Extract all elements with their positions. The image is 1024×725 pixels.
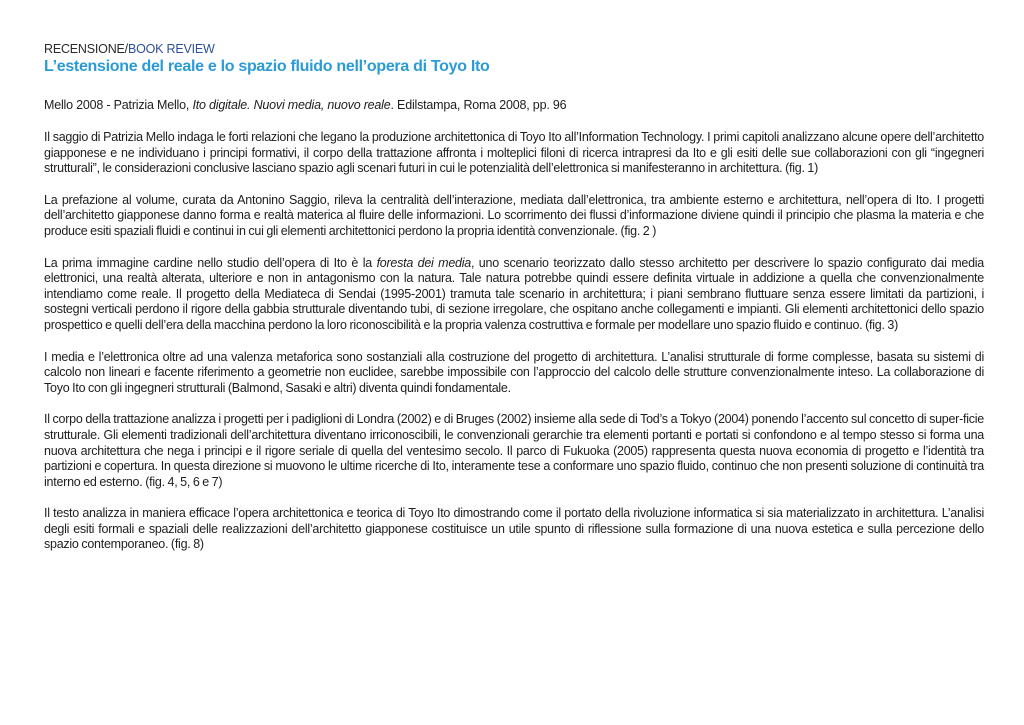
paragraph-4: I media e l’elettronica oltre ad una valenza metaforica sono sostanziali alla costruzione del progetto di architettura. L’analisi strutturale di forme complesse, basata su sistemi di calcolo non lineari e facente riferimento a geometrie non euclidee, sarebbe impossibile con l’approccio del calcolo delle strutture convenzionalmente inteso. La collaborazione di Toyo Ito con gli ingegneri strutturali (Balmond, Sasaki e altri) diventa quindi fondamentale. [44,349,984,395]
article-title: L’estensione del reale e lo spazio fluido nell’opera di Toyo Ito [44,58,490,75]
kicker-book-review: BOOK REVIEW [127,42,215,56]
review-page [44,42,984,553]
paragraph-3-start: La prima immagine cardine nello studio dell’opera di Ito è la [44,255,377,270]
book-title: Ito digitale. Nuovi media, nuovo reale [192,98,391,112]
section-kicker [44,42,984,57]
paragraph-3-rest: , uno scenario teorizzato dallo stesso architetto per descrivere lo spazio configurato dai media elettronici, una realtà alterata, ulteriore e non in antagonismo con la natura. Tale natura potrebbe quindi essere definita virtuale in addizione a quella che convenzionalmente intendiamo come reale. Il progetto della Mediateca di Sendai (1995-2001) tramuta tale scenario in architettura; i piani sembrano fluttuare senza essere limitati da partizioni, i sostegni verticali perdono il rigore della gabbia strutturale diventando tubi, di sezione irregolare, che ospitano anche collegamenti e impianti. Gli elementi architettonici dello spazio prospettico e quelli dell’era della macchina perdono la loro riconoscibilità e la propria valenza costruttiva e formale per modellare uno spazio fluido e continuo. (fig. 3) [44,255,984,332]
bibliographic-reference [44,97,984,113]
biblio-prefix: Mello 2008 - Patrizia Mello, [44,98,193,112]
kicker-recensione: RECENSIONE/ [44,42,128,56]
biblio-suffix: . Edilstampa, Roma 2008, pp. 96 [390,98,567,112]
paragraph-5: Il corpo della trattazione analizza i progetti per i padiglioni di Londra (2002) e di Bruges (2002) insieme alla sede di Tod’s a Tokyo (2004) ponendo l’accento sul concetto di super-ficie strutturale. Gli elementi tradizionali dell’architettura diventano irriconoscibili, le convenzionali gerarchie tra elementi portanti e portati si confondono e al tempo stesso si forma una nuova architettura che nega i principi e il rigore seriale di quella del ventesimo secolo. Il parco di Fukuoka (2005) rappresenta questa nuova economia di progetto e l’identità tra partizioni e copertura. In questa direzione si muovono le ultime ricerche di Ito, interamente tese a conformare uno spazio fluido, continuo che non presenti soluzione di continuità tra interno ed esterno. (fig. 4, 5, 6 e 7) [44,412,984,489]
paragraph-2: La prefazione al volume, curata da Antonino Saggio, rileva la centralità dell’interazione, mediata dall’elettronica, tra ambiente esterno e architettura, nell’opera di Ito. I progetti dell’architetto giapponese danno forma e realtà materica al fluire delle informazioni. Lo scorrimento dei flussi d’informazione diviene quindi il principio che plasma la materia e che produce esiti spaziali fluidi e continui in cui gli elementi architettonici perdono la propria identità convenzionale. (fig. 2 ) [44,192,984,238]
paragraph-6: Il testo analizza in maniera efficace l’opera architettonica e teorica di Toyo Ito dimostrando come il portato della rivoluzione informatica si sia materializzato in architettura. L’analisi degli esiti formali e spaziali delle realizzazioni dell’architetto giapponese costituisce un utile spunto di riflessione sulla formazione di una nuova estetica e sulla percezione dello spazio contemporaneo. (fig. 8) [44,506,984,552]
paragraph-1: Il saggio di Patrizia Mello indaga le forti relazioni che legano la produzione architettonica di Toyo Ito all’Information Technology. I primi capitoli analizzano alcune opere dell’architetto giapponese e ne individuano i principi formativi, il corpo della trattazione affronta i molteplici filoni di ricerca intrapresi da Ito e gli esiti delle sue collaborazioni con gli “ingegneri strutturali”, le considerazioni conclusive lasciano spazio agli scenari futuri in cui le potenzialità dell’elettronica si manifesteranno in architettura. (fig. 1) [44,130,984,176]
foresta-dei-media-term: foresta dei media [376,255,471,270]
paragraph-3 [44,256,984,334]
